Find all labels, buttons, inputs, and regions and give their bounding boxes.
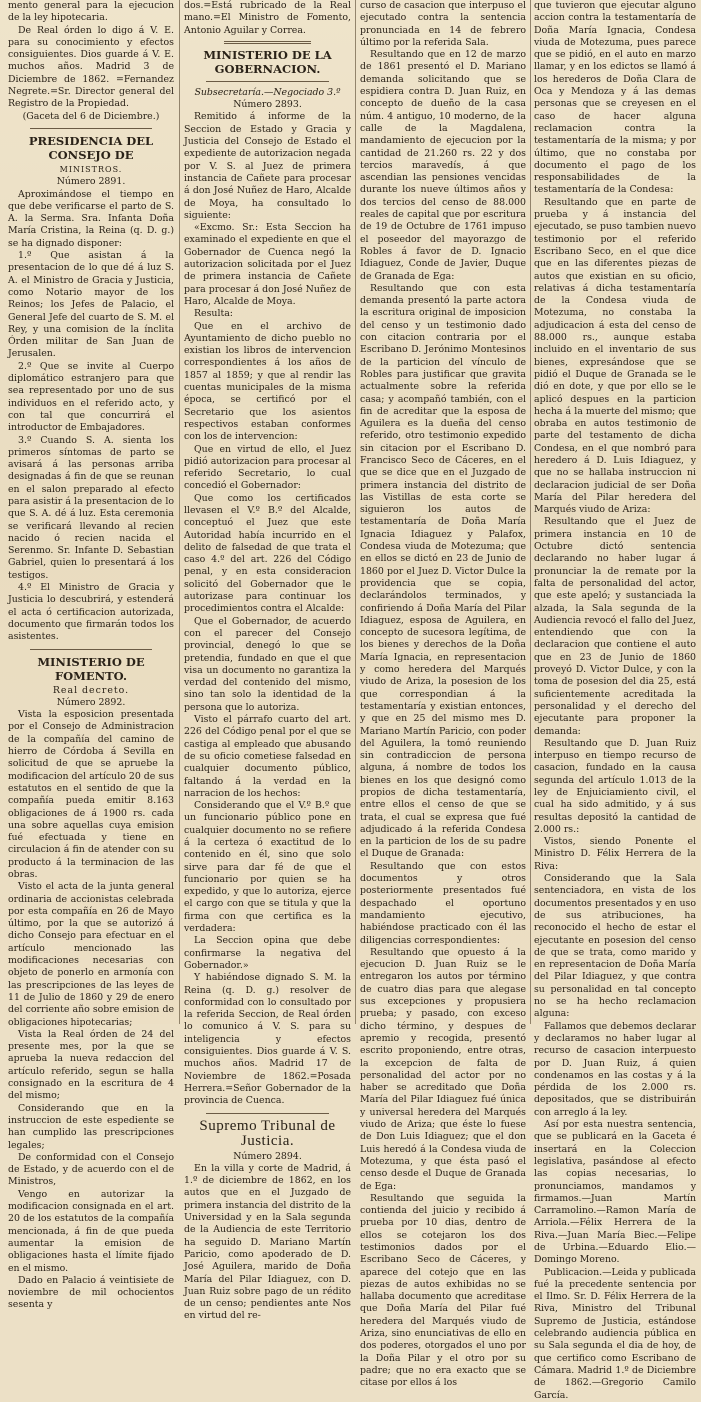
paragraph: Y habiéndose dignado S. M. la Reina (q. D. g.) resolver de conformidad con lo consultado por la referida Seccion, de Real órden lo comunico á V. S. para su inteligencia y efectos consiguientes. Dios guarde á V. S. muchos años. Madrid 17 de Noviembre de 1862.=Posada Herrera.=Señor Gobernador de la provincia de Cuenca. xyxy=(184,972,351,1107)
paragraph: Considerando que la Sala sentenciadora, en vista de los documentos presentados y en uso de sus atribuciones, ha reconocido el hecho de estar el ejecutante en posesion del censo de que se trata, como marido y en representacion de Doña María del Pilar Idiaguez, y que contra su personalidad en tal concepto no se ha hecho reclamacion alguna: xyxy=(534,873,696,1020)
paragraph: Considerando que en la instruccion de este espediente se han cumplido las prescripciones legales; xyxy=(8,1102,174,1151)
paragraph: Vista la esposicion presentada por el Consejo de Administracion de la compañía del camino de hierro de Córdoba á Sevilla en solicitud de que se apruebe la modificacion del artículo 20 de sus estatutos en el sentido de que la compañía pueda emitir 8.163 obligaciones de á 1900 rs. cada una sobre aquellas cuya emision fué efectuada y tiene en circulacion á fin de atender con su producto á la terminacion de las obras. xyxy=(8,709,174,880)
paragraph: Resultando que seguida la contienda del juicio y recibido á prueba por 10 dias, dentro de ellos se cotejaron los dos testimonios dados por el Escribano Seco de Cáceres, y aparece del cotejo que en las piezas de autos exhibidas no se hallaba documento que acreditase que Doña María del Pilar fué heredera del Marqués viudo de Ariza, sino enunciativas de ello en dos poderes, otorgados el uno por la Doña Pilar y el otro por su padre; que no era exacto que se citase por ellos á los xyxy=(360,1192,526,1389)
paragraph: «Excmo. Sr.: Esta Seccion ha examinado el expediente en que el Gobernador de Cuenca negó la autorizacion solicitada por el Juez de primera instancia de Cañete para procesar á don José Nuñez de Haro, Alcalde de Moya. xyxy=(184,222,351,307)
divider xyxy=(30,649,152,650)
paragraph: Visto el acta de la junta general ordinaria de accionistas celebrada por esta compañía en 26 de Mayo último, por la que se autorizó á dicho Consejo para efectuar en el artículo mencionado las modificaciones necesarias con objeto de ponerlo en armonía con las prescripciones de las leyes de 11 de Julio de 1860 y 29 de enero del corriente año sobre emision de obligaciones hipotecarias; xyxy=(8,881,174,1028)
paragraph: Resulta: xyxy=(194,308,233,320)
paragraph: Vistos, siendo Ponente el Ministro D. Félix Herrera de la Riva: xyxy=(534,836,696,872)
paragraph: Publicacion.—Leida y publicada fué la precedente sentencia por el Ilmo. Sr. D. Félix Herrera de la Riva, Ministro del Tribunal Supremo de Justicia, estándose celebrando audiencia pública en su Sala segunda el dia de hoy, de que certifico como Escribano de Cámara. Madrid 1.º de Diciembre de 1862.—Gregorio Camilo García. xyxy=(534,1266,696,1401)
paragraph: Así por esta nuestra sentencia, que se publicará en la Gaceta é insertará en la Coleccion legislativa, pasándose al efecto las copias necesarias, lo pronunciamos, mandamos y firmamos.—Juan Martín Carramolino.—Ramon María de Arriola.—Félix Herrera de la Riva.—Juan María Biec.—Felipe de Urbina.—Eduardo Elio.—Domingo Moreno. xyxy=(534,1119,696,1266)
section-subheading: MINISTROS. xyxy=(59,164,123,174)
paragraph: En la villa y corte de Madrid, á 1.º de diciembre de 1862, en los autos que en el Juzgado de primera instancia del distrito de la Universidad y en la Sala segunda de la Audiencia de este Territorio ha seguido D. Mariano Martín Paricio, como apoderado de D. José Aguilera, marido de Doña María del Pilar Idiaguez, con D. Juan Ruiz sobre pago de un rédito de un censo; pendientes ante Nos en virtud del re- xyxy=(184,1162,351,1322)
item-number: Número 2894. xyxy=(233,1150,302,1162)
paragraph: Vengo en autorizar la modificacion consignada en el art. 20 de los estatutos de la compañía mencionada, á fin de que pueda aumentar la emision de obligaciones hasta el límite fijado en el mismo. xyxy=(8,1188,174,1274)
paragraph: Aproximándose el tiempo en que debe verificarse el parto de S. A. la Serma. Sra. Infanta Doña María Cristina, la Reina (q. D. g.) se ha dignado disponer: xyxy=(8,188,174,249)
paragraph: Que como los certificados llevasen el V.º B.º del Alcalde, conceptuó el Juez que este Autoridad había incurrido en el delito de falsedad de que trata el caso 4.º del art. 226 del Código penal, y en esta consideracion solicitó del Gobernador que le autorizase para continuar los procedimientos contra el Alcalde: xyxy=(184,492,351,615)
section-heading: MINISTERIO DE FOMENTO. xyxy=(37,654,145,683)
paragraph: Resultando que en parte de prueba y á instancia del ejecutado, se puso tambien nuevo testimonio por el referido Escribano Seco, en el que dice que en las diferentes piezas de autos que existian en su oficio, relativas á dicha testamentaría de la Condesa viuda de Motezuma, no constaba la adjudicacion á esta del censo de 88.000 rs., aunque estaba incluido en el inventario de sus bienes, expresándose que se pidió el Duque de Granada se le dió en dote, y que por ello se le aplicó despues en la particion hecha á la muerte del mismo; que obraba en autos testimonio de parte del testamento de dicha Condesa, en el que nombró para heredero á D. Luis Idiaguez, y que no se hallaba instruccion ni declaracion judicial de ser Doña María del Pilar heredera del Marqués viudo de Ariza: xyxy=(534,196,696,516)
column-2 xyxy=(184,0,351,1322)
paragraph: La Seccion opina que debe confirmarse la negativa del Gobernador.» xyxy=(184,935,351,971)
paragraph: dos.=Está rubricado de la Real mano.=El Ministro de Fomento, Antonio Aguilar y Correa. xyxy=(184,0,351,36)
decree-label: Real decreto. xyxy=(52,684,130,696)
divider xyxy=(224,41,311,44)
paragraph: Resultando que el Juez de primera instancia en 10 de Octubre dictó sentencia declarando no haber lugar á pronunciar la de remate por la falta de personalidad del actor, que este apeló; y sustanciada la alzada, la Sala segunda de la Audiencia revocó el fallo del Juez, entendiendo que con la declaracion que contiene el auto que en 23 de Junio de 1860 proveyó D. Victor Dulce, y con la toma de posesion del dia 25, está suficientemente acreditada la personalidad y el derecho del ejecutante para proponer la demanda: xyxy=(534,516,696,737)
divider xyxy=(206,1113,329,1114)
paragraph: Resultando que opuesto á la ejecucion D. Juan Ruiz se le entregaron los autos por término de cuatro dias para que alegase sus excepciones y propusiera prueba; y pasado, con exceso dicho término, y despues de apremio y recogida, presentó escrito proponiendo, entre otras, la excepcion de falta de personalidad del actor por no haber se acreditado que Doña María del Pilar Idiaguez fué única y universal heredera del Marqués viudo de Ariza; que éste lo fuese de Don Luis Idiaguez; que el don Luis heredó á la Condesa viuda de Motezuma, y que ésta pasó el censo desde el Duque de Granada de Ega: xyxy=(360,946,526,1192)
paragraph: 2.º Que se invite al Cuerpo diplomático estranjero para que sea representado por uno de sus individuos en el referido acto, y con tal que concurrirá el introductor de Embajadores. xyxy=(8,360,174,434)
column-3 xyxy=(360,0,526,1389)
paragraph: Considerando que el V.º B.º que un funcionario público pone en cualquier documento no se refiere á la certeza ó exactitud de lo contenido en él, sino que solo sirve para dar fé de que el funcionario por quien se ha expedido, y que lo autoriza, ejerce el cargo con que se titula y que la firma con que certifica es la verdadera: xyxy=(184,800,351,935)
paragraph: curso de casacion que interpuso el ejecutado contra la sentencia pronunciada en 14 de febrero último por la referida Sala. xyxy=(360,0,526,48)
paragraph: Visto el párrafo cuarto del art. 226 del Código penal por el que se castiga al empleado que abusando de su oficio cometiese falsedad en cualquier documento público, faltando á la verdad en la narracion de los hechos: xyxy=(184,714,351,799)
paragraph: 3.º Cuando S. A. sienta los primeros síntomas de parto se avisará á las personas arriba designadas á fin de que se reunan en el salon preparado al efecto para asistir á la presentacion de lo que S. A. dé á luz. Esta ceremonia se verificará llevando al recien nacido ó recien nacida el Serenmo. Sr. Infante D. Sebastian Gabriel, quien lo presentará á los testigos. xyxy=(8,434,174,581)
paragraph: De conformidad con el Consejo de Estado, y de acuerdo con el de Ministros, xyxy=(8,1151,174,1188)
item-number: Número 2891. xyxy=(56,176,126,188)
paragraph: Dado en Palacio á veintisiete de noviembre de mil ochocientos sesenta y xyxy=(8,1274,174,1311)
subsection-heading: Subsecretaría.—Negociado 3.º xyxy=(194,86,341,98)
item-number: Número 2893. xyxy=(233,99,302,111)
column-1 xyxy=(8,0,174,1311)
paragraph: 4.º El Ministro de Gracia y Justicia lo descubrirá, y estenderá el acta ó certificacion autorizada, documento que firmarán todos los asistentes. xyxy=(8,582,174,643)
gazette-note: (Gaceta del 6 de Diciembre.) xyxy=(22,110,160,122)
column-4 xyxy=(534,0,696,1401)
paragraph: Que en virtud de ello, el Juez pidió autorizacion para procesar al referido Secretario, lo cual concedió el Gobernador: xyxy=(184,443,351,492)
paragraph: Que el Gobernador, de acuerdo con el parecer del Consejo provincial, denegó lo que se pretendia, fundado en que el que visa un documento no garantiza la verdad del contenido del mismo, sino tan solo la identidad de la persona que lo autoriza. xyxy=(184,615,351,713)
paragraph: Que en el archivo de Ayuntamiento de dicho pueblo no existian los libros de intervencion correspondientes á los años de 1857 al 1859; y que al rendir las cuentas municipales de la misma época, se certificó por el Secretario que los asientos respectivos estaban conformes con los de intervencion: xyxy=(184,320,351,443)
section-heading: PRESIDENCIA DEL CONSEJO DE xyxy=(28,133,154,162)
paragraph: Resultando que D. Juan Ruiz interpuso en tiempo recurso de casacion, fundado en la causa segunda del artículo 1.013 de la ley de Enjuiciamiento civil, el cual ha sido admitido, y á sus resultas depositó la cantidad de 2.000 rs.: xyxy=(534,737,696,835)
section-heading: MINISTERIO DE LA GOBERNACION. xyxy=(203,47,332,76)
item-number: Número 2892. xyxy=(56,696,126,708)
divider xyxy=(30,128,152,129)
paragraph: Vista la Real órden de 24 del presente mes, por la que se aprueba la nueva redaccion del artículo referido, segun se halla consignado en la escritura de 4 del mismo; xyxy=(8,1028,174,1102)
paragraph: Fallamos que debemos declarar y declaramos no haber lugar al recurso de casacion interpuesto por D. Juan Ruiz, á quien condenamos en las costas y á la pérdida de los 2.000 rs. depositados, que se distribuirán con arreglo á la ley. xyxy=(534,1020,696,1118)
paragraph: De Real órden lo digo á V. E. para su conocimiento y efectos consiguientes. Dios guarde á V. E. muchos años. Madrid 3 de Diciembre de 1862. =Fernandez Negrete.=Sr. Director general del Registro de la Propiedad. xyxy=(8,24,174,110)
section-heading: Supremo Tribunal de Justicia. xyxy=(199,1117,336,1149)
divider xyxy=(206,81,329,82)
paragraph: Resultando que en 12 de marzo de 1861 presentó el D. Mariano demanda solicitando que se espidiera contra D. Juan Ruiz, en concepto de dueño de la casa núm. 4 antiguo, 10 moderno, de la calle de la Magdalena, mandamiento de ejecucion por la cantidad de 21.260 rs. 22 y dos tercios maravedís, á que ascendian las pensiones vencidas durante los nueve últimos años y dos tercios del censo de 88.000 reales de capital que por escritura de 19 de Octubre de 1761 impuso el poseedor del mayorazgo de Robles á favor de D. Ignacio Idiaguez, Conde de Javier, Duque de Granada de Ega: xyxy=(360,49,526,282)
paragraph: mento general para la ejecucion de la ley hipotecaria. xyxy=(8,0,174,24)
paragraph: Resultando que con estos documentos y otros posteriormente presentados fué despachado el oportuno mandamiento ejecutivo, habiéndose practicado con él las diligencias correspondientes: xyxy=(360,860,526,946)
column-divider xyxy=(355,0,356,1024)
paragraph: Resultando que con esta demanda presentó la parte actora la escritura original de imposicion del censo y un testimonio dado con citacion contraria por el Escribano D. Jerónimo Montesinos de la particion del vínculo de Robles para justificar que gravita actualmente sobre la referida casa; y acompañó también, con el fin de acreditar que la esposa de Aguilera es la dueña del censo referido, otro testimonio expedido sin citacion por el Escribano D. Francisco Seco de Cáceres, en el que se dice que en el Juzgado de primera instancia del distrito de las Vistillas de esta corte se siguieron los autos de testamentaría de Doña María Ignacia Idiaguez y Palafox, Condesa viuda de Motezuma; que en ellos se dictó en 23 de Junio de 1860 por el Juez D. Victor Dulce la providencia que se copia, declarándolos terminados, y confiriendo á Doña María del Pilar Idiaguez, esposa de Aguilera, en concepto de sucesora legítima, de los bienes y derechos de la Doña María Ignacia, en representacion y como heredera del Marqués viudo de Ariza, la posesion de los que correspondian á la testamentaría y existian entonces, y que en 25 del mismo mes D. Mariano Martín Paricio, con poder del Aguilera, la tomó reuniendo sin contradiccion de persona alguna, á nombre de todos los bienes en los que designó como propios de dicha testamentaría, entre ellos el censo de que se trata, el cual se expresa que fué adjudicado á la referida Condesa en la particion de los de su padre el Duque de Granada: xyxy=(360,282,526,860)
paragraph: Remitido á informe de la Seccion de Estado y Gracia y Justicia del Consejo de Estado el expediente de autorizacion negada por V. S. al Juez de primera instancia de Cañete para procesar á don José Nuñez de Haro, Alcalde de Moya, ha consultado lo siguiente: xyxy=(184,111,351,221)
paragraph: que tuvieron que ejecutar alguno accion contra la testamentaría de Doña María Ignacia, Condesa viuda de Motezuma, pues parece que se pidió, en el auto en marzo llamar, y en los edictos se llamó á los herederos de Doña Clara de Oca y Mendoza y á las demas personas que se creyesen en el caso de hacer alguna reclamacion contra la testamentaría de la misma; y por último, que no constaba por documento el pago de los responsabilidades de la testamentaría de la Condesa: xyxy=(534,0,696,196)
column-divider xyxy=(530,0,531,1024)
paragraph: 1.º Que asistan á la presentacion de lo que dé á luz S. A. el Ministro de Gracia y Justicia, como Notario mayor de los Reinos; los Jefes de Palacio, el General Jefe del cuarto de S. M. el Rey, y una comision de la ínclita Órden militar de San Juan de Jerusalen. xyxy=(8,250,174,360)
column-divider xyxy=(179,0,180,1024)
